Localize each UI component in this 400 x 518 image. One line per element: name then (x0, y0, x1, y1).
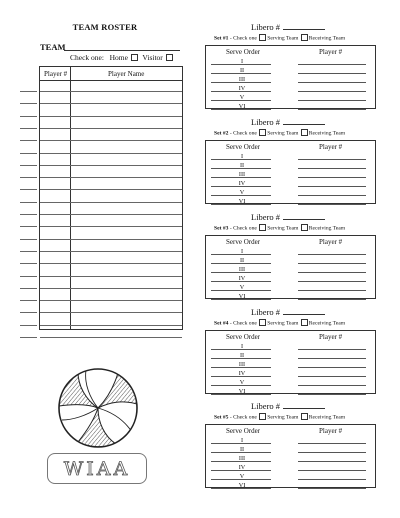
roster-row[interactable] (40, 288, 182, 289)
rotation-label: V (239, 188, 245, 196)
roster-side-line (20, 325, 37, 326)
rotation-line (211, 461, 271, 462)
rotation-line (211, 100, 271, 101)
roster-row[interactable] (40, 263, 182, 264)
receiving-checkbox-icon[interactable] (301, 34, 308, 41)
player-number-line[interactable] (298, 109, 366, 110)
roster-side-line (20, 140, 37, 141)
rotation-line (211, 299, 271, 300)
set-label: Set #5 (214, 414, 229, 421)
player-number-line[interactable] (298, 461, 366, 462)
rotation-label: II (239, 161, 245, 169)
libero-label: Libero # (251, 212, 281, 222)
player-number-line[interactable] (298, 358, 366, 359)
rotation-label: I (240, 152, 244, 160)
rotation-line (211, 204, 271, 205)
rotation-label: IV (238, 369, 246, 377)
libero-blank[interactable] (283, 408, 325, 409)
rotation-label: VI (238, 292, 246, 300)
rotation-label: VI (238, 102, 246, 110)
rotation-label: II (239, 66, 245, 74)
rotation-line (211, 385, 271, 386)
set-check-label: - Check one (229, 225, 257, 232)
rotation-label: VI (238, 387, 246, 395)
rotation-label: I (240, 436, 244, 444)
serving-team-label: Serving Team (267, 225, 299, 232)
rotation-label: II (239, 256, 245, 264)
col-player-name: Player Name (108, 70, 145, 78)
set-check-label: - Check one (229, 130, 257, 137)
player-number-line[interactable] (298, 82, 366, 83)
serving-checkbox-icon[interactable] (259, 319, 266, 326)
player-number-header: Player # (319, 333, 343, 341)
rotation-line (211, 376, 271, 377)
roster-side-line (20, 276, 37, 277)
rotation-line (211, 281, 271, 282)
visitor-checkbox-icon[interactable] (166, 54, 173, 61)
libero-field[interactable] (251, 22, 325, 32)
roster-row[interactable] (40, 239, 182, 240)
player-number-line[interactable] (298, 385, 366, 386)
roster-row[interactable] (40, 325, 182, 326)
serving-checkbox-icon[interactable] (259, 413, 266, 420)
home-label: Home (109, 53, 128, 62)
libero-blank[interactable] (283, 124, 325, 125)
set-check-label: - Check one (229, 35, 257, 42)
rotation-label: III (238, 360, 246, 368)
roster-table (39, 66, 183, 330)
rotation-label: III (238, 75, 246, 83)
libero-label: Libero # (251, 307, 281, 317)
rotation-line (211, 64, 271, 65)
serve-order-header: Serve Order (226, 143, 261, 151)
roster-row[interactable] (40, 226, 182, 227)
roster-header (40, 67, 182, 81)
player-number-line[interactable] (298, 168, 366, 169)
roster-row[interactable] (40, 128, 182, 129)
libero-field[interactable] (251, 212, 325, 222)
roster-row[interactable] (40, 91, 182, 92)
team-label: TEAM (40, 42, 66, 52)
roster-row[interactable] (40, 214, 182, 215)
roster-side-line (20, 103, 37, 104)
serving-checkbox-icon[interactable] (259, 34, 266, 41)
serve-order-box (205, 424, 376, 488)
set-label: Set #3 (214, 225, 229, 232)
receiving-team-label: Receiving Team (308, 225, 346, 232)
roster-row[interactable] (40, 165, 182, 166)
serve-order-header: Serve Order (226, 333, 261, 341)
set-check-row (214, 34, 345, 42)
rotation-label: II (239, 445, 245, 453)
rotation-line (211, 73, 271, 74)
roster-title: TEAM ROSTER (72, 22, 138, 32)
rotation-line (211, 452, 271, 453)
player-number-line[interactable] (298, 64, 366, 65)
rotation-line (211, 82, 271, 83)
libero-field[interactable] (251, 117, 325, 127)
roster-side-line (20, 226, 37, 227)
player-number-line[interactable] (298, 299, 366, 300)
roster-side-line (20, 165, 37, 166)
set-check-label: - Check one (229, 320, 257, 327)
player-number-line[interactable] (298, 186, 366, 187)
rotation-label: IV (238, 84, 246, 92)
receiving-team-label: Receiving Team (308, 320, 346, 327)
receiving-team-label: Receiving Team (308, 35, 346, 42)
roster-side-line (20, 177, 37, 178)
roster-side-line (20, 202, 37, 203)
libero-blank[interactable] (283, 314, 325, 315)
roster-side-line (20, 263, 37, 264)
roster-row[interactable] (40, 251, 182, 252)
rotation-line (211, 177, 271, 178)
rotation-label: I (240, 342, 244, 350)
player-number-header: Player # (319, 143, 343, 151)
col-player-number: Player # (44, 70, 68, 78)
receiving-team-label: Receiving Team (308, 130, 346, 137)
player-number-line[interactable] (298, 281, 366, 282)
wiaa-logo (47, 453, 147, 484)
roster-row[interactable] (40, 337, 182, 338)
player-number-line[interactable] (298, 290, 366, 291)
receiving-team-label: Receiving Team (308, 414, 346, 421)
rotation-line (211, 159, 271, 160)
roster-side-line (20, 239, 37, 240)
roster-side-line (20, 91, 37, 92)
set-label: Set #1 (214, 35, 229, 42)
rotation-label: I (240, 247, 244, 255)
roster-side-line (20, 251, 37, 252)
roster-row[interactable] (40, 177, 182, 178)
player-number-line[interactable] (298, 452, 366, 453)
serve-order-header: Serve Order (226, 238, 261, 246)
player-number-line[interactable] (298, 263, 366, 264)
serving-team-label: Serving Team (267, 130, 299, 137)
rotation-label: VI (238, 481, 246, 489)
logo-text: WIAA (63, 458, 131, 480)
player-number-line[interactable] (298, 195, 366, 196)
roster-side-line (20, 214, 37, 215)
rotation-label: III (238, 170, 246, 178)
rotation-line (211, 394, 271, 395)
libero-label: Libero # (251, 22, 281, 32)
rotation-line (211, 91, 271, 92)
rotation-label: II (239, 351, 245, 359)
rotation-line (211, 488, 271, 489)
rotation-line (211, 367, 271, 368)
serving-team-label: Serving Team (267, 320, 299, 327)
set-check-row (214, 129, 345, 137)
rotation-label: III (238, 265, 246, 273)
libero-field[interactable] (251, 307, 325, 317)
player-number-line[interactable] (298, 73, 366, 74)
serve-order-header: Serve Order (226, 427, 261, 435)
libero-label: Libero # (251, 401, 281, 411)
receiving-checkbox-icon[interactable] (301, 319, 308, 326)
volleyball-icon (56, 366, 140, 450)
player-number-line[interactable] (298, 376, 366, 377)
rotation-line (211, 254, 271, 255)
player-number-line[interactable] (298, 254, 366, 255)
receiving-checkbox-icon[interactable] (301, 129, 308, 136)
rotation-line (211, 349, 271, 350)
libero-label: Libero # (251, 117, 281, 127)
player-number-line[interactable] (298, 443, 366, 444)
player-number-line[interactable] (298, 349, 366, 350)
player-number-line[interactable] (298, 177, 366, 178)
rotation-label: III (238, 454, 246, 462)
rotation-label: IV (238, 179, 246, 187)
serving-checkbox-icon[interactable] (259, 129, 266, 136)
rotation-line (211, 109, 271, 110)
roster-side-line (20, 337, 37, 338)
roster-side-line (20, 128, 37, 129)
serve-order-box (205, 235, 376, 299)
player-number-line[interactable] (298, 488, 366, 489)
rotation-line (211, 479, 271, 480)
set-check-row (214, 319, 345, 327)
serve-order-box (205, 45, 376, 109)
roster-row[interactable] (40, 103, 182, 104)
set-check-row (214, 224, 345, 232)
home-checkbox-icon[interactable] (131, 54, 138, 61)
player-number-line[interactable] (298, 470, 366, 471)
rotation-line (211, 263, 271, 264)
rotation-line (211, 168, 271, 169)
rotation-line (211, 290, 271, 291)
check-one-label: Check one: (70, 53, 104, 62)
rotation-label: V (239, 283, 245, 291)
serving-team-label: Serving Team (267, 35, 299, 42)
roster-row[interactable] (40, 116, 182, 117)
set-check-row (214, 413, 345, 421)
rotation-label: V (239, 378, 245, 386)
rotation-label: V (239, 93, 245, 101)
roster-row[interactable] (40, 202, 182, 203)
player-number-line[interactable] (298, 272, 366, 273)
roster-row[interactable] (40, 312, 182, 313)
rotation-label: I (240, 57, 244, 65)
visitor-label: Visitor (142, 53, 163, 62)
player-number-line[interactable] (298, 204, 366, 205)
player-number-line[interactable] (298, 394, 366, 395)
roster-row[interactable] (40, 276, 182, 277)
serve-order-box (205, 140, 376, 204)
libero-blank[interactable] (283, 29, 325, 30)
set-label: Set #2 (214, 130, 229, 137)
roster-row[interactable] (40, 300, 182, 301)
set-label: Set #4 (214, 320, 229, 327)
player-number-header: Player # (319, 427, 343, 435)
roster-side-line (20, 116, 37, 117)
roster-side-line (20, 312, 37, 313)
player-number-line[interactable] (298, 91, 366, 92)
player-number-line[interactable] (298, 159, 366, 160)
rotation-label: IV (238, 274, 246, 282)
roster-side-line (20, 189, 37, 190)
rotation-line (211, 186, 271, 187)
rotation-line (211, 195, 271, 196)
libero-blank[interactable] (283, 219, 325, 220)
rotation-line (211, 443, 271, 444)
roster-side-line (20, 153, 37, 154)
player-number-line[interactable] (298, 100, 366, 101)
libero-field[interactable] (251, 401, 325, 411)
rotation-label: VI (238, 197, 246, 205)
serving-checkbox-icon[interactable] (259, 224, 266, 231)
rotation-label: IV (238, 463, 246, 471)
rotation-line (211, 272, 271, 273)
roster-column-divider (70, 67, 71, 329)
rotation-line (211, 358, 271, 359)
roster-row[interactable] (40, 189, 182, 190)
player-number-line[interactable] (298, 367, 366, 368)
receiving-checkbox-icon[interactable] (301, 224, 308, 231)
serve-order-header: Serve Order (226, 48, 261, 56)
rotation-label: V (239, 472, 245, 480)
team-name-field[interactable] (64, 50, 180, 51)
player-number-header: Player # (319, 48, 343, 56)
receiving-checkbox-icon[interactable] (301, 413, 308, 420)
roster-row[interactable] (40, 153, 182, 154)
roster-side-line (20, 300, 37, 301)
rotation-line (211, 470, 271, 471)
serve-order-box (205, 330, 376, 394)
player-number-header: Player # (319, 238, 343, 246)
serving-team-label: Serving Team (267, 414, 299, 421)
player-number-line[interactable] (298, 479, 366, 480)
set-check-label: - Check one (229, 414, 257, 421)
roster-row[interactable] (40, 140, 182, 141)
roster-side-line (20, 288, 37, 289)
home-visitor-check (70, 53, 174, 62)
